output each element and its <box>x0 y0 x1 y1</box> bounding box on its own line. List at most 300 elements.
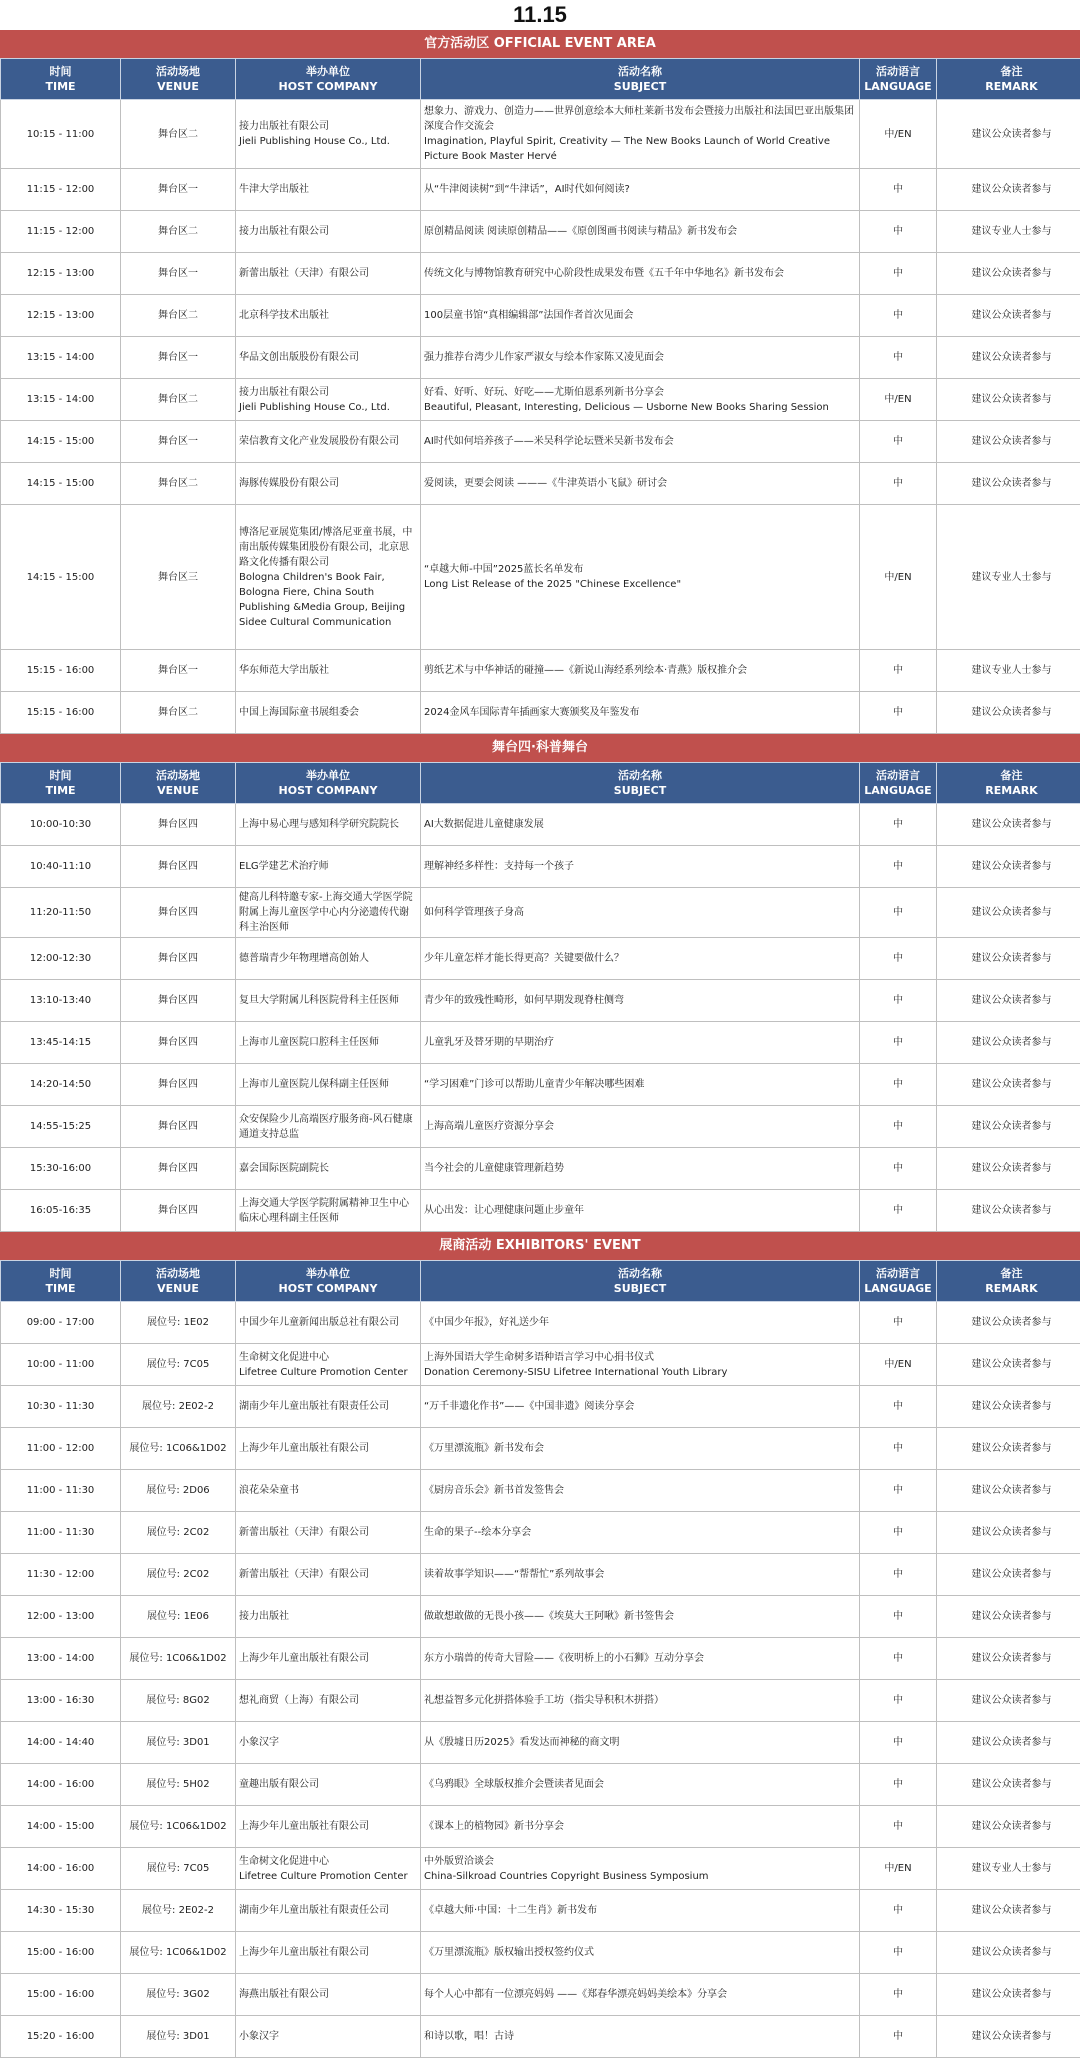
cell-remark: 建议公众读者参与 <box>937 1428 1080 1470</box>
cell-venue: 舞台区四 <box>121 980 236 1022</box>
cell-subject: 《课本上的植物园》新书分享会 <box>421 1806 860 1848</box>
cell-remark: 建议公众读者参与 <box>937 1932 1080 1974</box>
column-header-en: HOST COMPANY <box>236 783 420 798</box>
cell-time: 14:00 - 15:00 <box>1 1806 121 1848</box>
table-row <box>1 980 1080 1022</box>
table-row <box>1 1974 1080 2016</box>
cell-host: 新蕾出版社（天津）有限公司 <box>236 1512 421 1554</box>
cell-subject: 如何科学管理孩子身高 <box>421 888 860 938</box>
cell-venue: 展位号: 1C06&1D02 <box>121 1806 236 1848</box>
cell-lang: 中/EN <box>860 1344 937 1386</box>
cell-venue: 舞台区二 <box>121 379 236 421</box>
cell-time: 15:00 - 16:00 <box>1 1974 121 2016</box>
cell-time: 11:00 - 12:00 <box>1 1428 121 1470</box>
cell-subject: 好看、好听、好玩、好吃——尤斯伯恩系列新书分享会 Beautiful, Pleasant, Interesting, Delicious — Usborne New Books Sharing Session <box>421 379 860 421</box>
column-header-cn: 活动语言 <box>860 1266 936 1281</box>
cell-venue: 舞台区四 <box>121 1190 236 1232</box>
cell-lang: 中 <box>860 1190 937 1232</box>
cell-host: 华品文创出版股份有限公司 <box>236 337 421 379</box>
cell-venue: 展位号: 3D01 <box>121 2016 236 2058</box>
cell-lang: 中 <box>860 1680 937 1722</box>
cell-lang: 中 <box>860 1106 937 1148</box>
cell-host: 上海中易心理与感知科学研究院院长 <box>236 804 421 846</box>
cell-subject: 剪纸艺术与中华神话的碰撞——《新说山海经系列绘本·青燕》版权推介会 <box>421 650 860 692</box>
cell-lang: 中 <box>860 692 937 734</box>
cell-remark: 建议公众读者参与 <box>937 1386 1080 1428</box>
page-date: 11.15 <box>0 0 1080 30</box>
cell-lang: 中 <box>860 650 937 692</box>
cell-lang: 中 <box>860 1764 937 1806</box>
section-title: 展商活动 EXHIBITORS' EVENT <box>0 1232 1080 1260</box>
cell-time: 12:00-12:30 <box>1 938 121 980</box>
column-header <box>937 1261 1080 1302</box>
cell-venue: 舞台区二 <box>121 211 236 253</box>
column-header <box>937 59 1080 100</box>
table-row <box>1 1512 1080 1554</box>
cell-host: 博洛尼亚展览集团/博洛尼亚童书展，中南出版传媒集团股份有限公司，北京思路文化传播有限公司 Bologna Children's Book Fair, Bologna Fiere, China South Publishing &Media Group, Beijing Sidee Cultural Communication <box>236 505 421 650</box>
cell-time: 11:20-11:50 <box>1 888 121 938</box>
column-header-cn: 活动场地 <box>121 64 235 79</box>
cell-subject: “学习困难”门诊可以帮助儿童青少年解决哪些困难 <box>421 1064 860 1106</box>
table-row <box>1 169 1080 211</box>
cell-lang: 中 <box>860 253 937 295</box>
cell-time: 14:00 - 14:40 <box>1 1722 121 1764</box>
cell-host: 牛津大学出版社 <box>236 169 421 211</box>
table-row <box>1 211 1080 253</box>
table-row <box>1 1848 1080 1890</box>
cell-host: 海豚传媒股份有限公司 <box>236 463 421 505</box>
cell-remark: 建议公众读者参与 <box>937 1890 1080 1932</box>
cell-time: 14:15 - 15:00 <box>1 505 121 650</box>
cell-lang: 中 <box>860 1470 937 1512</box>
cell-subject: 东方小瑞兽的传奇大冒险——《夜明桥上的小石狮》互动分享会 <box>421 1638 860 1680</box>
cell-subject: 2024金风车国际青年插画家大赛颁奖及年鉴发布 <box>421 692 860 734</box>
cell-subject: 少年儿童怎样才能长得更高？关键要做什么？ <box>421 938 860 980</box>
column-header <box>421 1261 860 1302</box>
cell-host: 小象汉字 <box>236 1722 421 1764</box>
cell-lang: 中 <box>860 1148 937 1190</box>
column-header-en: LANGUAGE <box>860 1281 936 1296</box>
column-header-en: SUBJECT <box>421 79 859 94</box>
table-row <box>1 421 1080 463</box>
cell-lang: 中 <box>860 1386 937 1428</box>
table-row <box>1 1722 1080 1764</box>
cell-venue: 展位号: 7C05 <box>121 1344 236 1386</box>
cell-time: 13:00 - 14:00 <box>1 1638 121 1680</box>
cell-remark: 建议公众读者参与 <box>937 846 1080 888</box>
cell-time: 11:00 - 11:30 <box>1 1470 121 1512</box>
table-row <box>1 1932 1080 1974</box>
table-row <box>1 938 1080 980</box>
table-row <box>1 1064 1080 1106</box>
cell-lang: 中 <box>860 1596 937 1638</box>
table-row <box>1 2016 1080 2058</box>
cell-host: 上海少年儿童出版社有限公司 <box>236 1806 421 1848</box>
column-header-cn: 时间 <box>1 64 120 79</box>
cell-host: 上海交通大学医学院附属精神卫生中心临床心理科副主任医师 <box>236 1190 421 1232</box>
cell-remark: 建议公众读者参与 <box>937 1638 1080 1680</box>
cell-remark: 建议专业人士参与 <box>937 211 1080 253</box>
cell-host: 接力出版社 <box>236 1596 421 1638</box>
cell-subject: AI时代如何培养孩子——米吴科学论坛暨米吴新书发布会 <box>421 421 860 463</box>
table-row <box>1 295 1080 337</box>
cell-remark: 建议公众读者参与 <box>937 1722 1080 1764</box>
cell-host: 复旦大学附属儿科医院骨科主任医师 <box>236 980 421 1022</box>
column-header-cn: 举办单位 <box>236 1266 420 1281</box>
cell-remark: 建议公众读者参与 <box>937 463 1080 505</box>
column-header-en: REMARK <box>937 1281 1080 1296</box>
cell-host: 浪花朵朵童书 <box>236 1470 421 1512</box>
cell-host: 湖南少年儿童出版社有限责任公司 <box>236 1386 421 1428</box>
column-header-en: VENUE <box>121 79 235 94</box>
column-header-cn: 活动场地 <box>121 1266 235 1281</box>
cell-subject: “卓越大师-中国”2025蓝长名单发布 Long List Release of the 2025 "Chinese Excellence" <box>421 505 860 650</box>
cell-remark: 建议公众读者参与 <box>937 1680 1080 1722</box>
cell-remark: 建议公众读者参与 <box>937 421 1080 463</box>
cell-remark: 建议公众读者参与 <box>937 169 1080 211</box>
cell-subject: 上海高端儿童医疗资源分享会 <box>421 1106 860 1148</box>
cell-venue: 展位号: 2E02-2 <box>121 1890 236 1932</box>
column-header <box>121 763 236 804</box>
cell-lang: 中 <box>860 2016 937 2058</box>
column-header-en: HOST COMPANY <box>236 1281 420 1296</box>
cell-lang: 中/EN <box>860 100 937 169</box>
cell-venue: 舞台区四 <box>121 1022 236 1064</box>
cell-lang: 中 <box>860 1022 937 1064</box>
cell-host: 生命树文化促进中心 Lifetree Culture Promotion Center <box>236 1344 421 1386</box>
cell-subject: 爱阅读，更要会阅读 ———《牛津英语小飞鼠》研讨会 <box>421 463 860 505</box>
cell-lang: 中 <box>860 1302 937 1344</box>
column-header-en: TIME <box>1 783 120 798</box>
column-header-cn: 备注 <box>937 1266 1080 1281</box>
cell-lang: 中 <box>860 337 937 379</box>
column-header-en: REMARK <box>937 79 1080 94</box>
cell-time: 10:15 - 11:00 <box>1 100 121 169</box>
table-row <box>1 1428 1080 1470</box>
cell-remark: 建议公众读者参与 <box>937 100 1080 169</box>
column-header-en: REMARK <box>937 783 1080 798</box>
cell-time: 09:00 - 17:00 <box>1 1302 121 1344</box>
cell-venue: 舞台区二 <box>121 463 236 505</box>
column-header-en: TIME <box>1 1281 120 1296</box>
cell-remark: 建议公众读者参与 <box>937 1512 1080 1554</box>
column-header <box>1 1261 121 1302</box>
cell-subject: 原创精品阅读 阅读原创精品——《原创图画书阅读与精品》新书发布会 <box>421 211 860 253</box>
cell-venue: 舞台区四 <box>121 938 236 980</box>
cell-remark: 建议公众读者参与 <box>937 1106 1080 1148</box>
column-header-cn: 活动场地 <box>121 768 235 783</box>
table-row <box>1 1022 1080 1064</box>
cell-remark: 建议公众读者参与 <box>937 1022 1080 1064</box>
column-header <box>1 763 121 804</box>
cell-remark: 建议公众读者参与 <box>937 1596 1080 1638</box>
table-row <box>1 1638 1080 1680</box>
table-row <box>1 379 1080 421</box>
cell-subject: 《厨房音乐会》新书首发签售会 <box>421 1470 860 1512</box>
cell-time: 15:20 - 16:00 <box>1 2016 121 2058</box>
cell-venue: 舞台区四 <box>121 1106 236 1148</box>
section-title: 官方活动区 OFFICIAL EVENT AREA <box>0 30 1080 58</box>
cell-remark: 建议公众读者参与 <box>937 1148 1080 1190</box>
cell-time: 14:30 - 15:30 <box>1 1890 121 1932</box>
cell-lang: 中 <box>860 1890 937 1932</box>
cell-host: 上海市儿童医院口腔科主任医师 <box>236 1022 421 1064</box>
cell-venue: 舞台区二 <box>121 100 236 169</box>
cell-lang: 中 <box>860 211 937 253</box>
table-row <box>1 1302 1080 1344</box>
cell-venue: 舞台区一 <box>121 421 236 463</box>
cell-lang: 中 <box>860 1638 937 1680</box>
cell-remark: 建议公众读者参与 <box>937 804 1080 846</box>
cell-lang: 中 <box>860 846 937 888</box>
cell-time: 11:00 - 11:30 <box>1 1512 121 1554</box>
table-row <box>1 692 1080 734</box>
table-row <box>1 888 1080 938</box>
cell-host: 华东师范大学出版社 <box>236 650 421 692</box>
cell-lang: 中 <box>860 1428 937 1470</box>
cell-subject: 和诗以歌，唱！古诗 <box>421 2016 860 2058</box>
table-row <box>1 1190 1080 1232</box>
table-row <box>1 846 1080 888</box>
cell-subject: 读着故事学知识——“帮帮忙”系列故事会 <box>421 1554 860 1596</box>
cell-time: 10:40-11:10 <box>1 846 121 888</box>
cell-venue: 展位号: 7C05 <box>121 1848 236 1890</box>
cell-remark: 建议公众读者参与 <box>937 2016 1080 2058</box>
cell-host: 接力出版社有限公司 <box>236 211 421 253</box>
cell-remark: 建议公众读者参与 <box>937 1554 1080 1596</box>
cell-subject: 100层童书馆“真相编辑部”法国作者首次见面会 <box>421 295 860 337</box>
cell-subject: 从《殷墟日历2025》看发达而神秘的商文明 <box>421 1722 860 1764</box>
cell-venue: 舞台区二 <box>121 692 236 734</box>
table-row <box>1 650 1080 692</box>
cell-subject: 从心出发：让心理健康问题止步童年 <box>421 1190 860 1232</box>
table-row <box>1 337 1080 379</box>
cell-time: 11:30 - 12:00 <box>1 1554 121 1596</box>
column-header-cn: 活动语言 <box>860 64 936 79</box>
column-header-cn: 活动名称 <box>421 768 859 783</box>
cell-remark: 建议公众读者参与 <box>937 379 1080 421</box>
cell-lang: 中 <box>860 1722 937 1764</box>
cell-venue: 展位号: 2D06 <box>121 1470 236 1512</box>
cell-time: 14:20-14:50 <box>1 1064 121 1106</box>
column-header <box>937 763 1080 804</box>
cell-remark: 建议公众读者参与 <box>937 337 1080 379</box>
cell-remark: 建议公众读者参与 <box>937 1974 1080 2016</box>
cell-lang: 中 <box>860 1064 937 1106</box>
cell-venue: 展位号: 2C02 <box>121 1554 236 1596</box>
cell-time: 15:00 - 16:00 <box>1 1932 121 1974</box>
cell-remark: 建议专业人士参与 <box>937 650 1080 692</box>
table-row <box>1 1890 1080 1932</box>
cell-time: 10:30 - 11:30 <box>1 1386 121 1428</box>
column-header <box>1 59 121 100</box>
cell-subject: 生命的果子--绘本分享会 <box>421 1512 860 1554</box>
cell-subject: “万千非遗化作书”——《中国非遗》阅读分享会 <box>421 1386 860 1428</box>
column-header <box>121 1261 236 1302</box>
table-row <box>1 463 1080 505</box>
cell-lang: 中 <box>860 980 937 1022</box>
column-header <box>860 1261 937 1302</box>
cell-host: 接力出版社有限公司 Jieli Publishing House Co., Ltd. <box>236 379 421 421</box>
cell-venue: 舞台区四 <box>121 846 236 888</box>
cell-host: 海燕出版社有限公司 <box>236 1974 421 2016</box>
cell-subject: 做敢想敢做的无畏小孩——《埃莫大王阿啾》新书签售会 <box>421 1596 860 1638</box>
column-header-en: SUBJECT <box>421 783 859 798</box>
cell-remark: 建议专业人士参与 <box>937 505 1080 650</box>
column-header-cn: 时间 <box>1 1266 120 1281</box>
column-header-en: LANGUAGE <box>860 79 936 94</box>
cell-time: 14:00 - 16:00 <box>1 1848 121 1890</box>
cell-venue: 展位号: 1E06 <box>121 1596 236 1638</box>
cell-time: 15:30-16:00 <box>1 1148 121 1190</box>
column-header <box>860 59 937 100</box>
cell-lang: 中 <box>860 1806 937 1848</box>
table-row <box>1 253 1080 295</box>
cell-venue: 展位号: 8G02 <box>121 1680 236 1722</box>
cell-venue: 展位号: 1C06&1D02 <box>121 1932 236 1974</box>
cell-lang: 中 <box>860 1512 937 1554</box>
column-header-cn: 举办单位 <box>236 768 420 783</box>
cell-venue: 舞台区二 <box>121 295 236 337</box>
cell-host: 嘉会国际医院副院长 <box>236 1148 421 1190</box>
cell-host: 中国上海国际童书展组委会 <box>236 692 421 734</box>
cell-subject: 上海外国语大学生命树多语种语言学习中心捐书仪式 Donation Ceremony-SISU Lifetree International Youth Library <box>421 1344 860 1386</box>
cell-host: 想礼商贸（上海）有限公司 <box>236 1680 421 1722</box>
cell-subject: 青少年的致残性畸形，如何早期发现脊柱侧弯 <box>421 980 860 1022</box>
cell-time: 14:15 - 15:00 <box>1 421 121 463</box>
cell-host: 接力出版社有限公司 Jieli Publishing House Co., Ltd. <box>236 100 421 169</box>
cell-subject: 《中国少年报》，好礼送少年 <box>421 1302 860 1344</box>
cell-time: 13:00 - 16:30 <box>1 1680 121 1722</box>
cell-time: 13:15 - 14:00 <box>1 337 121 379</box>
cell-host: 上海少年儿童出版社有限公司 <box>236 1638 421 1680</box>
cell-subject: 《万里漂流瓶》新书发布会 <box>421 1428 860 1470</box>
column-header-cn: 活动名称 <box>421 1266 859 1281</box>
cell-time: 12:15 - 13:00 <box>1 253 121 295</box>
cell-venue: 舞台区一 <box>121 169 236 211</box>
header-row <box>1 59 1080 100</box>
column-header-en: TIME <box>1 79 120 94</box>
column-header-cn: 活动语言 <box>860 768 936 783</box>
table-row <box>1 1596 1080 1638</box>
cell-subject: 当今社会的儿童健康管理新趋势 <box>421 1148 860 1190</box>
cell-venue: 舞台区一 <box>121 253 236 295</box>
cell-remark: 建议公众读者参与 <box>937 1064 1080 1106</box>
schedule-table <box>0 1260 1080 2058</box>
cell-lang: 中 <box>860 1932 937 1974</box>
cell-venue: 展位号: 2C02 <box>121 1512 236 1554</box>
cell-host: 新蕾出版社（天津）有限公司 <box>236 1554 421 1596</box>
cell-host: 童趣出版有限公司 <box>236 1764 421 1806</box>
cell-venue: 舞台区三 <box>121 505 236 650</box>
cell-remark: 建议公众读者参与 <box>937 253 1080 295</box>
column-header <box>121 59 236 100</box>
cell-time: 15:15 - 16:00 <box>1 650 121 692</box>
table-row <box>1 1470 1080 1512</box>
cell-subject: 中外版贸洽谈会 China-Silkroad Countries Copyright Business Symposium <box>421 1848 860 1890</box>
cell-remark: 建议公众读者参与 <box>937 1470 1080 1512</box>
cell-time: 11:15 - 12:00 <box>1 169 121 211</box>
cell-host: 生命树文化促进中心 Lifetree Culture Promotion Center <box>236 1848 421 1890</box>
cell-host: 中国少年儿童新闻出版总社有限公司 <box>236 1302 421 1344</box>
table-row <box>1 100 1080 169</box>
table-row <box>1 1764 1080 1806</box>
cell-time: 13:10-13:40 <box>1 980 121 1022</box>
schedule-table <box>0 762 1080 1232</box>
cell-host: ELG学建艺术治疗师 <box>236 846 421 888</box>
cell-subject: 强力推荐台湾少儿作家严淑女与绘本作家陈又凌见面会 <box>421 337 860 379</box>
cell-subject: 《卓越大师·中国：十二生肖》新书发布 <box>421 1890 860 1932</box>
schedule <box>0 30 1080 2058</box>
cell-time: 14:00 - 16:00 <box>1 1764 121 1806</box>
column-header <box>421 763 860 804</box>
cell-subject: 儿童乳牙及替牙期的早期治疗 <box>421 1022 860 1064</box>
column-header-cn: 备注 <box>937 64 1080 79</box>
cell-venue: 舞台区四 <box>121 888 236 938</box>
column-header <box>236 763 421 804</box>
column-header-cn: 活动名称 <box>421 64 859 79</box>
cell-venue: 舞台区四 <box>121 1148 236 1190</box>
column-header-en: LANGUAGE <box>860 783 936 798</box>
column-header-en: VENUE <box>121 783 235 798</box>
cell-lang: 中 <box>860 1554 937 1596</box>
schedule-table <box>0 58 1080 734</box>
cell-time: 12:15 - 13:00 <box>1 295 121 337</box>
cell-time: 14:55-15:25 <box>1 1106 121 1148</box>
cell-subject: 传统文化与博物馆教育研究中心阶段性成果发布暨《五千年中华地名》新书发布会 <box>421 253 860 295</box>
cell-host: 湖南少年儿童出版社有限责任公司 <box>236 1890 421 1932</box>
cell-lang: 中 <box>860 1974 937 2016</box>
cell-time: 13:15 - 14:00 <box>1 379 121 421</box>
cell-host: 北京科学技术出版社 <box>236 295 421 337</box>
cell-lang: 中 <box>860 169 937 211</box>
cell-venue: 展位号: 1C06&1D02 <box>121 1638 236 1680</box>
table-row <box>1 804 1080 846</box>
cell-time: 15:15 - 16:00 <box>1 692 121 734</box>
cell-lang: 中/EN <box>860 1848 937 1890</box>
cell-subject: 礼想益智多元化拼搭体验手工坊（指尖导积积木拼搭） <box>421 1680 860 1722</box>
cell-host: 荣信教育文化产业发展股份有限公司 <box>236 421 421 463</box>
table-row <box>1 1554 1080 1596</box>
cell-remark: 建议公众读者参与 <box>937 1190 1080 1232</box>
cell-lang: 中 <box>860 804 937 846</box>
section-title: 舞台四·科普舞台 <box>0 734 1080 762</box>
cell-time: 14:15 - 15:00 <box>1 463 121 505</box>
cell-remark: 建议公众读者参与 <box>937 295 1080 337</box>
cell-host: 上海少年儿童出版社有限公司 <box>236 1428 421 1470</box>
cell-remark: 建议公众读者参与 <box>937 1764 1080 1806</box>
cell-venue: 展位号: 2E02-2 <box>121 1386 236 1428</box>
column-header-en: VENUE <box>121 1281 235 1296</box>
cell-time: 13:45-14:15 <box>1 1022 121 1064</box>
cell-host: 上海市儿童医院儿保科副主任医师 <box>236 1064 421 1106</box>
table-row <box>1 1106 1080 1148</box>
cell-time: 10:00-10:30 <box>1 804 121 846</box>
column-header-cn: 备注 <box>937 768 1080 783</box>
cell-venue: 展位号: 1C06&1D02 <box>121 1428 236 1470</box>
cell-venue: 舞台区一 <box>121 337 236 379</box>
table-row <box>1 1386 1080 1428</box>
cell-lang: 中 <box>860 463 937 505</box>
cell-host: 众安保险少儿高端医疗服务商-风石健康通道支持总监 <box>236 1106 421 1148</box>
cell-host: 德普瑞青少年物理增高创始人 <box>236 938 421 980</box>
table-row <box>1 1680 1080 1722</box>
cell-venue: 展位号: 1E02 <box>121 1302 236 1344</box>
header-row <box>1 1261 1080 1302</box>
cell-lang: 中 <box>860 421 937 463</box>
column-header-en: HOST COMPANY <box>236 79 420 94</box>
column-header <box>860 763 937 804</box>
